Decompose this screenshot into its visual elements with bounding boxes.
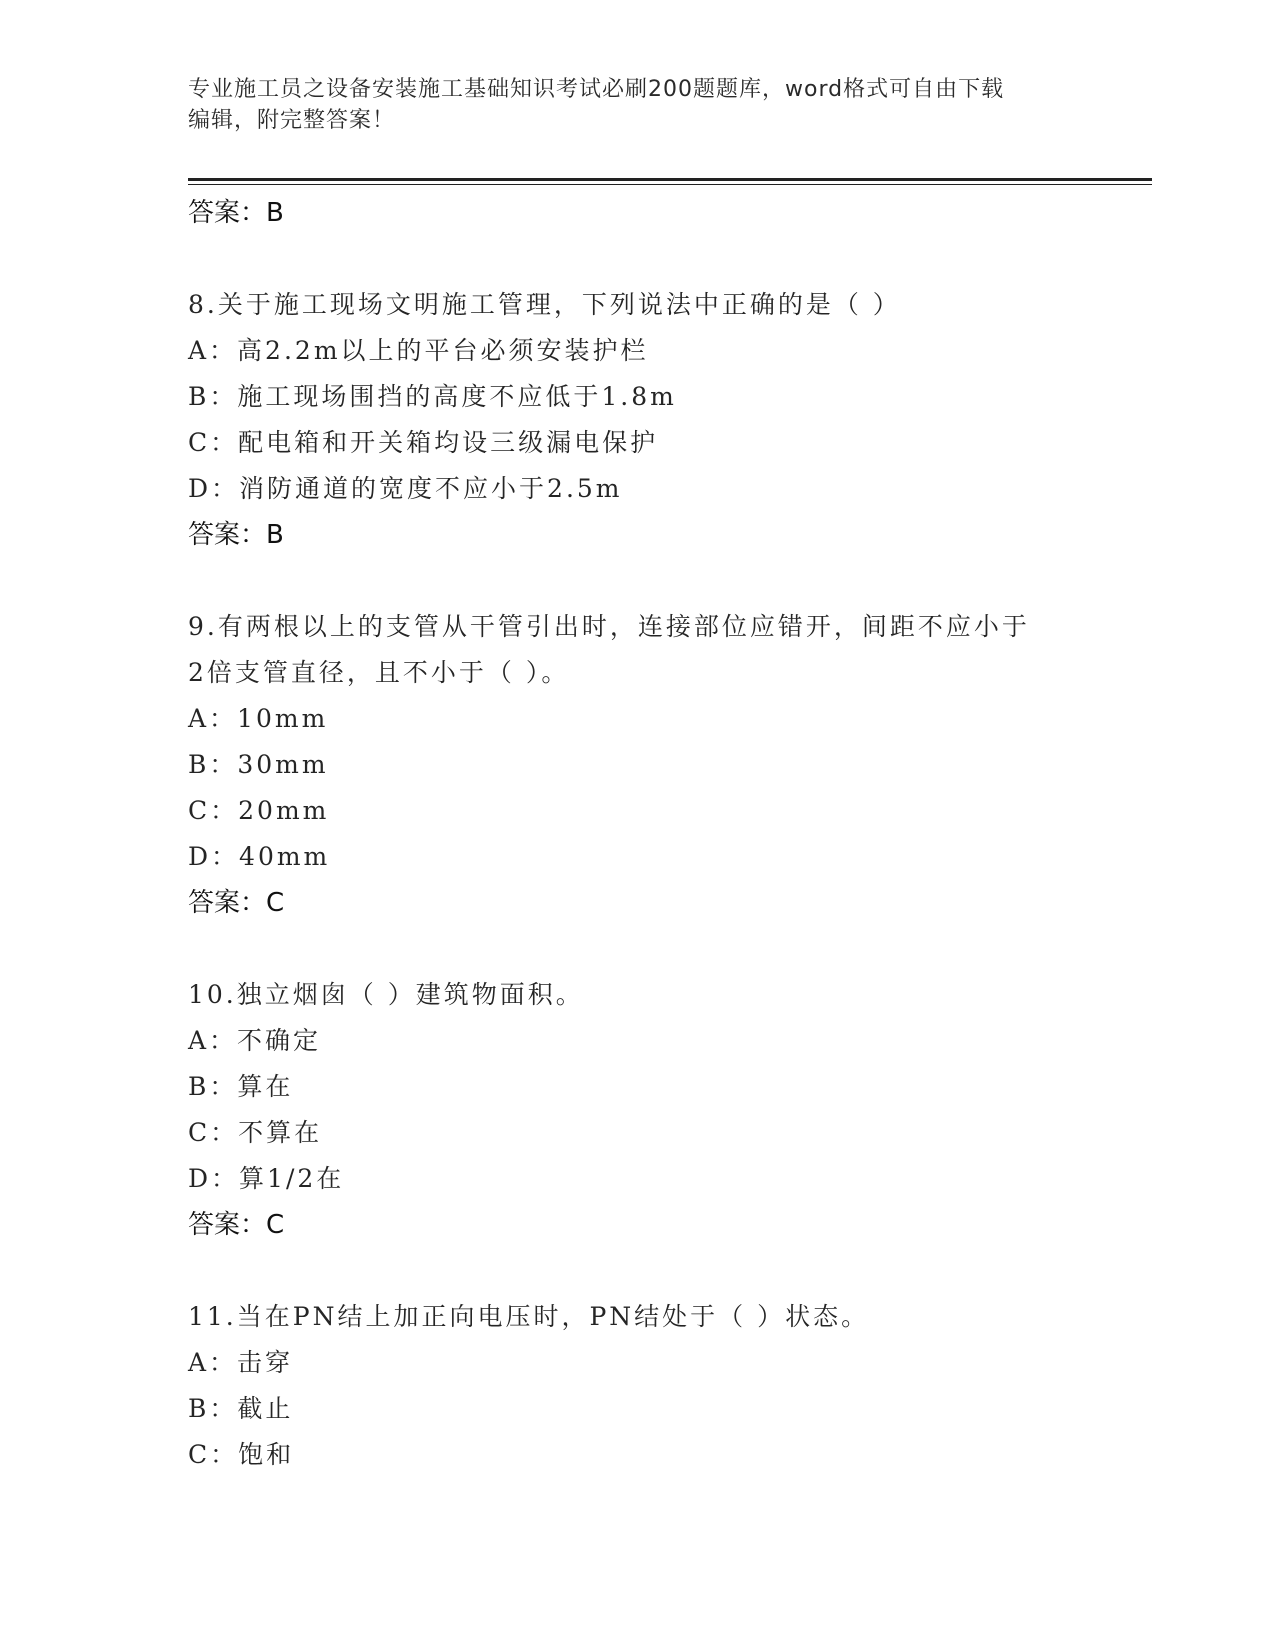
answer: 答案：B xyxy=(188,520,284,550)
question-text: 10.独立烟囱（ ）建筑物面积。 xyxy=(188,980,584,1009)
option-a: A：击穿 xyxy=(188,1348,294,1377)
spacer xyxy=(188,236,1088,282)
header-divider-thin xyxy=(188,184,1152,185)
question-11 xyxy=(188,1294,1088,1478)
option-b: B：截止 xyxy=(188,1394,294,1423)
question-10 xyxy=(188,972,1088,1248)
option-d: D：消防通道的宽度不应小于2.5m xyxy=(188,474,623,503)
spacer xyxy=(188,558,1088,604)
previous-answer: 答案：B xyxy=(188,198,284,228)
option-a: A：高2.2m以上的平台必须安装护栏 xyxy=(188,336,649,365)
option-b: B：算在 xyxy=(188,1072,294,1101)
option-d: D：40mm xyxy=(188,842,331,871)
option-b: B：30mm xyxy=(188,750,329,779)
answer: 答案：C xyxy=(188,1210,285,1240)
option-a: A：10mm xyxy=(188,704,329,733)
header-line-1: 专业施工员之设备安装施工基础知识考试必刷200题题库，word格式可自由下载 xyxy=(188,77,1005,102)
option-b: B：施工现场围挡的高度不应低于1.8m xyxy=(188,382,677,411)
spacer xyxy=(188,926,1088,972)
answer: 答案：C xyxy=(188,888,285,918)
option-c: C：饱和 xyxy=(188,1440,295,1469)
question-text-cont: 2倍支管直径，且不小于（ ）。 xyxy=(188,658,570,687)
question-text: 9.有两根以上的支管从干管引出时，连接部位应错开，间距不应小于 xyxy=(188,612,1030,641)
question-text: 8.关于施工现场文明施工管理，下列说法中正确的是（ ） xyxy=(188,290,901,319)
header-line-2: 编辑，附完整答案！ xyxy=(188,108,396,133)
question-8 xyxy=(188,282,1088,558)
question-list xyxy=(188,190,1088,1478)
question-text: 11.当在PN结上加正向电压时，PN结处于（ ）状态。 xyxy=(188,1302,870,1331)
option-c: C：20mm xyxy=(188,796,330,825)
option-a: A：不确定 xyxy=(188,1026,322,1055)
option-c: C：不算在 xyxy=(188,1118,323,1147)
document-header xyxy=(188,74,1088,136)
question-9 xyxy=(188,604,1088,926)
header-divider-thick xyxy=(188,178,1152,181)
spacer xyxy=(188,1248,1088,1294)
option-d: D：算1/2在 xyxy=(188,1164,345,1193)
option-c: C：配电箱和开关箱均设三级漏电保护 xyxy=(188,428,659,457)
